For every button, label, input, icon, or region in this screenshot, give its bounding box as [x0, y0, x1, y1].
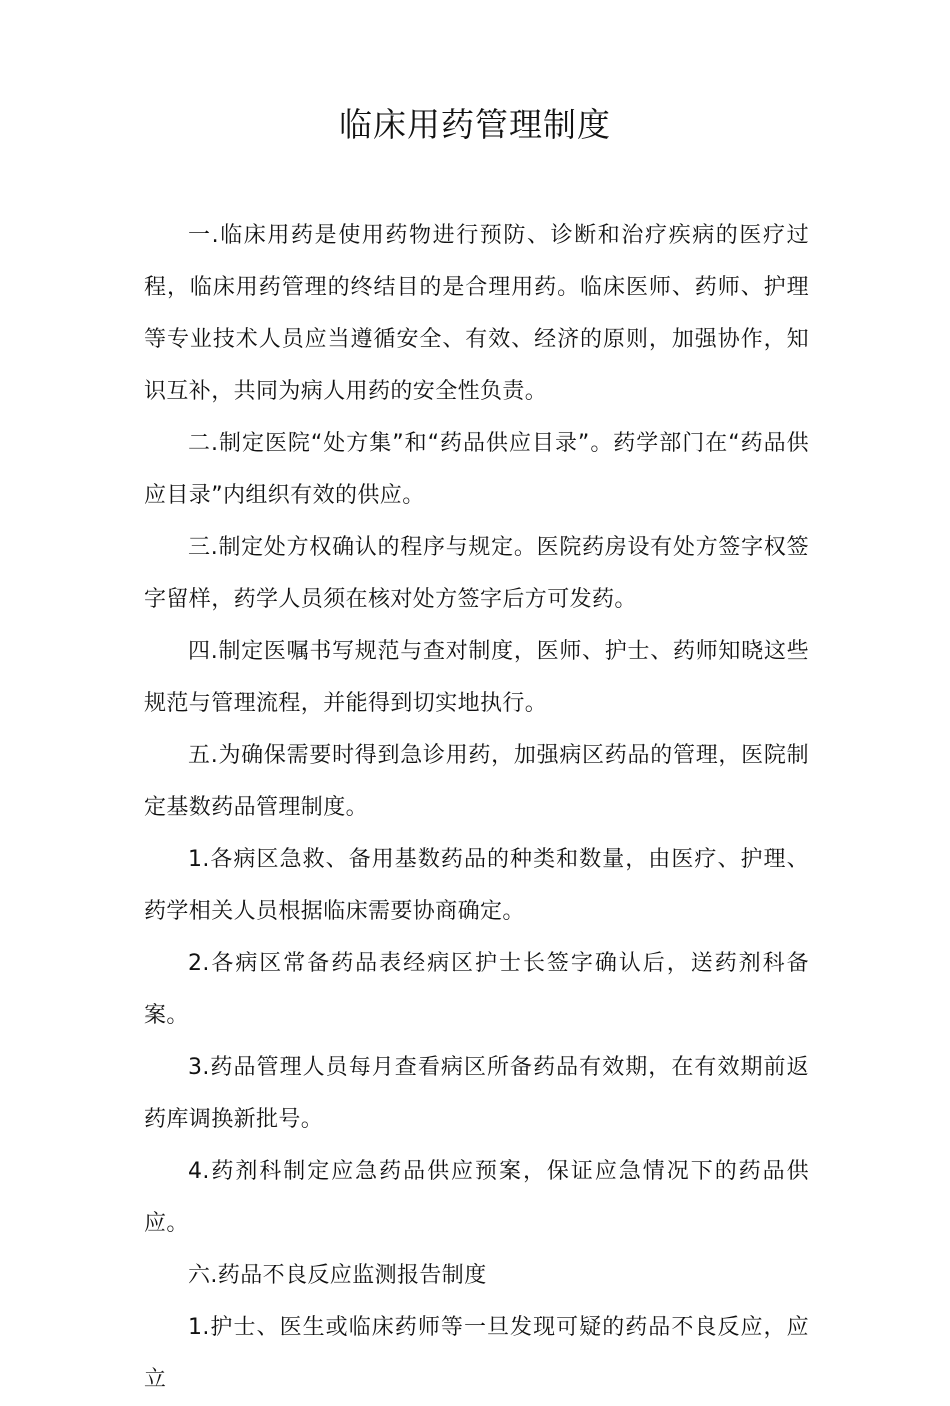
paragraph-5-item-1: 1.各病区急救、备用基数药品的种类和数量，由医疗、护理、药学相关人员根据临床需要协商确定。 — [144, 847, 809, 924]
paragraph-5-item-3: 3.药品管理人员每月查看病区所备药品有效期，在有效期前返药库调换新批号。 — [144, 1055, 809, 1132]
paragraph-6: 六.药品不良反应监测报告制度 — [188, 1263, 487, 1288]
paragraph-2: 二.制定医院“处方集”和“药品供应目录”。药学部门在“药品供应目录”内组织有效的供应。 — [144, 431, 809, 508]
paragraph-3: 三.制定处方权确认的程序与规定。医院药房设有处方签字权签字留样，药学人员须在核对处方签字后方可发药。 — [144, 535, 809, 612]
paragraph-1: 一.临床用药是使用药物进行预防、诊断和治疗疾病的医疗过程，临床用药管理的终结目的是合理用药。临床医师、药师、护理等专业技术人员应当遵循安全、有效、经济的原则，加强协作，知识互补，共同为病人用药的安全性负责。 — [144, 223, 809, 404]
paragraph-4: 四.制定医嘱书写规范与查对制度，医师、护士、药师知晓这些规范与管理流程，并能得到切实地执行。 — [144, 639, 809, 716]
paragraph-5: 五.为确保需要时得到急诊用药，加强病区药品的管理，医院制定基数药品管理制度。 — [144, 743, 809, 820]
paragraph-5-item-4: 4.药剂科制定应急药品供应预案，保证应急情况下的药品供应。 — [144, 1159, 809, 1236]
document-title: 临床用药管理制度 — [339, 105, 611, 144]
document-body — [144, 210, 809, 1406]
paragraph-5-item-2: 2.各病区常备药品表经病区护士长签字确认后，送药剂科备案。 — [144, 951, 809, 1028]
paragraph-6-item-1: 1.护士、医生或临床药师等一旦发现可疑的药品不良反应，应立 — [144, 1315, 809, 1392]
